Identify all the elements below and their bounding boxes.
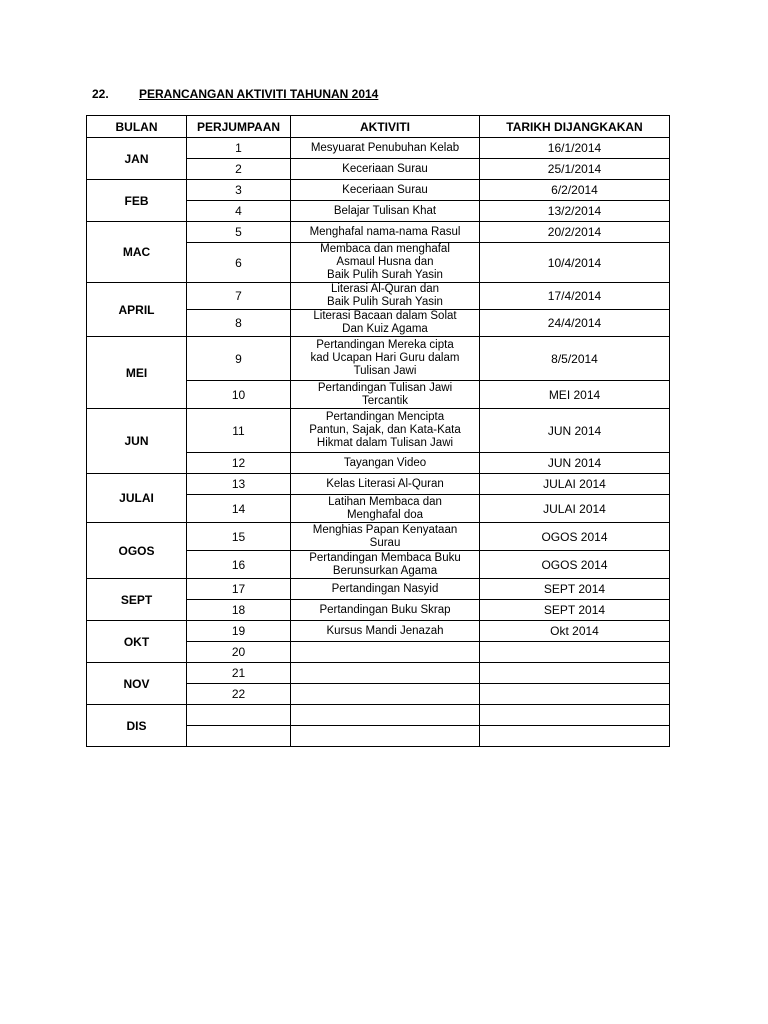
activity-cell: Keceriaan Surau	[291, 180, 480, 201]
table-row	[87, 579, 670, 600]
activity-cell: Menghafal nama-nama Rasul	[291, 222, 480, 243]
meeting-number-cell: 6	[187, 243, 291, 283]
activity-plan-table	[86, 115, 670, 747]
activity-cell	[291, 663, 480, 684]
meeting-number-cell: 9	[187, 337, 291, 381]
month-cell: APRIL	[87, 283, 187, 337]
column-header-perjumpaan: PERJUMPAAN	[187, 116, 291, 138]
meeting-number-cell: 16	[187, 551, 291, 579]
month-cell: JULAI	[87, 474, 187, 523]
activity-cell	[291, 642, 480, 663]
activity-cell: Pertandingan Tulisan Jawi Tercantik	[291, 381, 480, 409]
activity-cell: Kelas Literasi Al-Quran	[291, 474, 480, 495]
activity-cell: Menghias Papan Kenyataan Surau	[291, 523, 480, 551]
month-cell: MAC	[87, 222, 187, 283]
month-cell: OGOS	[87, 523, 187, 579]
date-cell: 16/1/2014	[480, 138, 670, 159]
month-cell: NOV	[87, 663, 187, 705]
column-header-tarikh: TARIKH DIJANGKAKAN	[480, 116, 670, 138]
activity-cell: Literasi Bacaan dalam Solat Dan Kuiz Agama	[291, 310, 480, 337]
month-cell: JUN	[87, 409, 187, 474]
table-row	[87, 283, 670, 310]
date-cell: OGOS 2014	[480, 523, 670, 551]
meeting-number-cell: 13	[187, 474, 291, 495]
meeting-number-cell: 7	[187, 283, 291, 310]
date-cell	[480, 684, 670, 705]
activity-cell	[291, 726, 480, 747]
activity-cell: Belajar Tulisan Khat	[291, 201, 480, 222]
meeting-number-cell: 2	[187, 159, 291, 180]
activity-cell: Membaca dan menghafal Asmaul Husna dan Baik Pulih Surah Yasin	[291, 243, 480, 283]
meeting-number-cell	[187, 726, 291, 747]
date-cell	[480, 726, 670, 747]
activity-cell: Pertandingan Nasyid	[291, 579, 480, 600]
meeting-number-cell: 17	[187, 579, 291, 600]
table-row	[87, 409, 670, 453]
date-cell: OGOS 2014	[480, 551, 670, 579]
activity-cell: Pertandingan Membaca Buku Berunsurkan Agama	[291, 551, 480, 579]
month-cell: MEI	[87, 337, 187, 409]
date-cell: JUN 2014	[480, 409, 670, 453]
table-row	[87, 138, 670, 159]
activity-cell: Pertandingan Mereka cipta kad Ucapan Hari Guru dalam Tulisan Jawi	[291, 337, 480, 381]
meeting-number-cell: 8	[187, 310, 291, 337]
activity-cell: Kursus Mandi Jenazah	[291, 621, 480, 642]
month-cell: JAN	[87, 138, 187, 180]
date-cell: 13/2/2014	[480, 201, 670, 222]
meeting-number-cell: 22	[187, 684, 291, 705]
date-cell: JULAI 2014	[480, 495, 670, 523]
month-cell: SEPT	[87, 579, 187, 621]
table-row	[87, 222, 670, 243]
month-cell: DIS	[87, 705, 187, 747]
activity-cell: Literasi Al-Quran dan Baik Pulih Surah Yasin	[291, 283, 480, 310]
meeting-number-cell: 10	[187, 381, 291, 409]
meeting-number-cell: 21	[187, 663, 291, 684]
column-header-bulan: BULAN	[87, 116, 187, 138]
activity-cell: Mesyuarat Penubuhan Kelab	[291, 138, 480, 159]
activity-cell	[291, 684, 480, 705]
date-cell: 6/2/2014	[480, 180, 670, 201]
date-cell: 8/5/2014	[480, 337, 670, 381]
activity-cell: Keceriaan Surau	[291, 159, 480, 180]
column-header-aktiviti: AKTIVITI	[291, 116, 480, 138]
date-cell: MEI 2014	[480, 381, 670, 409]
table-row	[87, 337, 670, 381]
meeting-number-cell: 19	[187, 621, 291, 642]
date-cell: 10/4/2014	[480, 243, 670, 283]
meeting-number-cell	[187, 705, 291, 726]
activity-cell: Latihan Membaca dan Menghafal doa	[291, 495, 480, 523]
table-row	[87, 474, 670, 495]
section-heading	[92, 87, 378, 101]
meeting-number-cell: 1	[187, 138, 291, 159]
activity-cell: Tayangan Video	[291, 453, 480, 474]
date-cell: JULAI 2014	[480, 474, 670, 495]
date-cell: 17/4/2014	[480, 283, 670, 310]
table-row	[87, 180, 670, 201]
meeting-number-cell: 14	[187, 495, 291, 523]
section-title: PERANCANGAN AKTIVITI TAHUNAN 2014	[139, 87, 379, 101]
date-cell: SEPT 2014	[480, 579, 670, 600]
meeting-number-cell: 15	[187, 523, 291, 551]
meeting-number-cell: 4	[187, 201, 291, 222]
table-row	[87, 705, 670, 726]
activity-cell: Pertandingan Mencipta Pantun, Sajak, dan Kata-Kata Hikmat dalam Tulisan Jawi	[291, 409, 480, 453]
table-row	[87, 523, 670, 551]
meeting-number-cell: 12	[187, 453, 291, 474]
date-cell	[480, 663, 670, 684]
month-cell: FEB	[87, 180, 187, 222]
meeting-number-cell: 11	[187, 409, 291, 453]
table-header-row	[87, 116, 670, 138]
date-cell: 24/4/2014	[480, 310, 670, 337]
date-cell	[480, 705, 670, 726]
meeting-number-cell: 5	[187, 222, 291, 243]
table-body	[87, 138, 670, 747]
meeting-number-cell: 18	[187, 600, 291, 621]
activity-cell	[291, 705, 480, 726]
table-row	[87, 621, 670, 642]
date-cell	[480, 642, 670, 663]
meeting-number-cell: 3	[187, 180, 291, 201]
date-cell: SEPT 2014	[480, 600, 670, 621]
date-cell: Okt 2014	[480, 621, 670, 642]
activity-cell: Pertandingan Buku Skrap	[291, 600, 480, 621]
date-cell: 25/1/2014	[480, 159, 670, 180]
month-cell: OKT	[87, 621, 187, 663]
date-cell: 20/2/2014	[480, 222, 670, 243]
section-number: 22.	[92, 87, 109, 101]
table-row	[87, 663, 670, 684]
date-cell: JUN 2014	[480, 453, 670, 474]
meeting-number-cell: 20	[187, 642, 291, 663]
